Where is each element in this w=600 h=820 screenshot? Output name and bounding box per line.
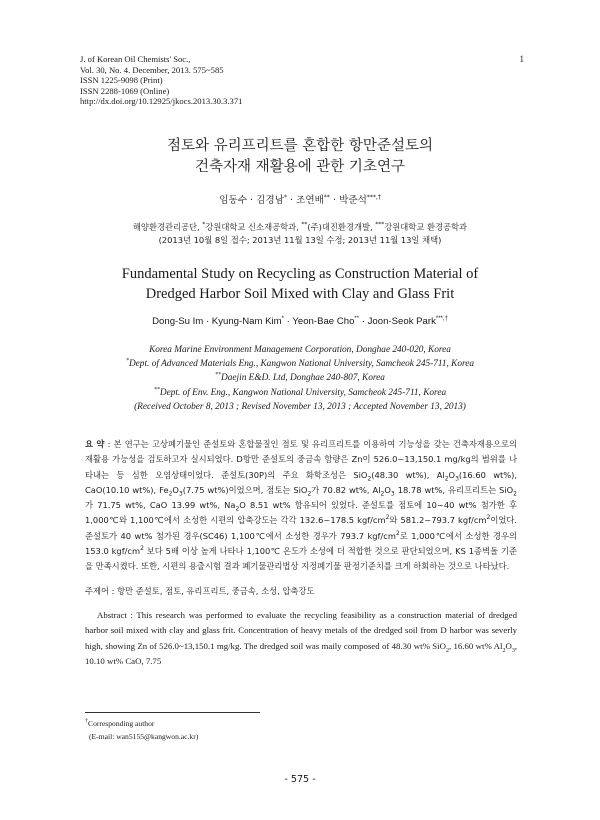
subscript: 3 bbox=[178, 490, 183, 498]
abstract-text: 가 71.75 wt%, CaO 13.99 wt%, Na bbox=[85, 500, 236, 511]
abstract-text: O bbox=[448, 469, 456, 480]
english-abstract-label: Abstract bbox=[97, 610, 127, 620]
abstract-text: 보다 5배 이상 높게 나타나 1,100℃ 온도가 소성에 더 적합한 것으로 판단되었으며, KS 1종벽돌 기준을 만족시켰다. 또한, 시편의 용출시험 결과 폐기물관리법상 지정폐기물 판정기준치를 크게 하회하는 것으로 나타났다. bbox=[85, 546, 517, 572]
english-title-line1: Fundamental Study on Recycling as Construction Material of bbox=[121, 266, 479, 282]
korean-affiliations bbox=[40, 221, 560, 247]
abstract-text: 가 70.82 wt%, Al bbox=[311, 484, 381, 495]
email: (E-mail: wan5155@kangwon.ac.kr) bbox=[89, 732, 199, 741]
abstract-text: , 16.60 wt% Al bbox=[448, 640, 503, 651]
superscript: 2 bbox=[486, 514, 491, 522]
aff-line: Dept. of Advanced Materials Eng., Kangwon National University, Samcheok 245-711, Korea bbox=[128, 359, 475, 370]
subscript: 3 bbox=[511, 647, 515, 654]
aff-text: 해양환경관리공단, bbox=[132, 222, 203, 232]
doi-link[interactable]: http://dx.doi.org/10.12925/jkocs.2013.30.3.371 bbox=[80, 96, 243, 107]
abstract-text: (16.60 wt%), CaO(10.10 wt%), Fe bbox=[85, 469, 518, 495]
author-1: Dong-Su Im · Kyung-Nam Kim bbox=[152, 316, 282, 327]
english-dates: (Received October 8, 2013 ; Revised November 13, 2013 ; Accepted November 13, 2013) bbox=[134, 401, 466, 412]
author-mark: ***,† bbox=[366, 193, 381, 201]
abstract-text: , 10.10 wt% CaO, 7.75 bbox=[85, 640, 518, 667]
aff-line: Korea Marine Environment Management Corporation, Donghae 240-020, Korea bbox=[149, 345, 451, 355]
abstract-text: (48.30 wt%), Al bbox=[371, 469, 445, 480]
subscript: 2 bbox=[444, 475, 449, 483]
english-authors bbox=[40, 316, 560, 327]
aff-mark: * bbox=[125, 358, 129, 365]
abstract-text: 18.78 wt%, 유리프리트는 SiO bbox=[394, 484, 514, 495]
abstract-text: 로 1,000℃에서 소성한 경우의 153.0 kgf/cm bbox=[85, 530, 517, 557]
korean-authors bbox=[40, 192, 560, 206]
author-mark: ** bbox=[354, 315, 360, 322]
journal-info bbox=[80, 54, 242, 107]
subscript: 3 bbox=[455, 475, 459, 483]
abstract-text: 이었다. 준설토가 40 wt% 첨가된 경우(SC46) 1,100℃에서 소성한 경우가 793.7 kgf/cm bbox=[85, 515, 517, 541]
aff-mark: *** bbox=[375, 221, 385, 229]
abstract-text: O bbox=[172, 484, 179, 495]
subscript: 2 bbox=[380, 490, 385, 498]
korean-title-line1: 점토와 유리프리트를 혼합한 항만준설토의 bbox=[167, 138, 433, 154]
author-2: · 조연배 bbox=[286, 195, 324, 206]
abstract-text: 와 581.2~793.7 kgf/cm bbox=[389, 515, 487, 526]
english-abstract bbox=[85, 608, 517, 670]
aff-text: 강원대학교 환경공학과 bbox=[384, 222, 468, 232]
issn-print: ISSN 1225-9098 (Print) bbox=[80, 75, 163, 86]
abstract-text: : 본 연구는 고상폐기물인 준설토와 혼합물질인 점토 및 유리프리트를 이용하여 기능성을 갖는 건축자재용으로의 재활용 가능성을 검토하고자 실시되었다. D항만 준설토의 중금속 함량은 Zn이 526.0~13,150.1 mg/kg의 범위를 나타내는 등 심한 오염상태이었다. 준설토(30P)의 주요 화학조성은 SiO bbox=[85, 439, 518, 480]
page-number-bottom: - 575 - bbox=[284, 774, 316, 785]
aff-text: 강원대학교 신소재공학과, bbox=[205, 222, 302, 232]
subscript: 2 bbox=[235, 505, 240, 513]
footnote bbox=[85, 717, 198, 743]
korean-abstract bbox=[85, 437, 517, 575]
english-title-line2: Dredged Harbor Soil Mixed with Clay and Glass Frit bbox=[145, 286, 455, 302]
english-title bbox=[40, 264, 560, 304]
korean-abstract-label: 요 약 bbox=[85, 439, 105, 449]
dagger-mark: † bbox=[85, 718, 88, 725]
korean-dates: (2013년 10월 8일 접수; 2013년 11월 13일 수정; 2013년 11월 13일 채택) bbox=[158, 235, 442, 245]
abstract-text: (7.75 wt%)이었으며, 점토는 SiO bbox=[182, 484, 308, 495]
journal-name: J. of Korean Oil Chemists' Soc., bbox=[80, 54, 191, 64]
author-mark: ** bbox=[323, 193, 330, 201]
author-3: · Joon-Seok Park bbox=[359, 316, 436, 327]
subscript: 2 bbox=[367, 475, 372, 483]
aff-line: Daejin E&D. Ltd, Donghae 240-807, Korea bbox=[221, 373, 385, 384]
abstract-text: O bbox=[505, 640, 512, 651]
author-3: · 박준석 bbox=[329, 195, 367, 206]
journal-volume: Vol. 30, No. 4. December, 2013. 575~585 bbox=[80, 64, 224, 75]
korean-keywords: 주제어 : 항만 준설토, 점토, 유리프리트, 중금속, 소성, 압축강도 bbox=[85, 586, 315, 596]
abstract-text: O bbox=[384, 484, 391, 495]
aff-mark: ** bbox=[301, 221, 308, 229]
subscript: 2 bbox=[502, 647, 506, 654]
author-mark: ***,† bbox=[435, 315, 448, 322]
subscript: 2 bbox=[445, 647, 449, 654]
abstract-text: : This research was performed to evaluate the recycling feasibility as a construction material of dredged harbor soil mixed with clay and glass frit. Concentration of heavy metals of the dredged soil from D harbor was severly high, showing Zn of 526.0~13,150.1 mg/kg. The dredged soil was maily composed of 48.30 wt% SiO bbox=[85, 610, 517, 651]
korean-title bbox=[40, 136, 560, 178]
issn-online: ISSN 2288-1069 (Online) bbox=[80, 85, 170, 96]
author-mark: * bbox=[281, 315, 284, 322]
page-number-top: 1 bbox=[519, 54, 524, 64]
subscript: 2 bbox=[513, 490, 517, 498]
subscript: 2 bbox=[168, 490, 173, 498]
corresponding-author: Corresponding author bbox=[88, 719, 155, 728]
superscript: 2 bbox=[140, 545, 144, 553]
subscript: 3 bbox=[390, 490, 395, 498]
abstract-text: O 8.51 wt% 함유되어 있었다. 준설토를 점토에 10~40 wt% 첨가한 후 1,000℃와 1,100℃에서 소성한 시편의 압축강도는 각각 132.6~178.5 kgf/cm bbox=[85, 500, 517, 526]
aff-mark: ** bbox=[215, 372, 222, 379]
aff-mark: * bbox=[202, 221, 206, 229]
aff-line: Dept. of Env. Eng., Kangwon National University, Samcheok 245-711, Korea bbox=[159, 387, 447, 398]
aff-mark: ** bbox=[153, 386, 160, 393]
korean-title-line2: 건축자재 재활용에 관한 기초연구 bbox=[195, 159, 405, 175]
author-mark: * bbox=[283, 193, 287, 201]
footnote-divider bbox=[85, 712, 260, 713]
author-2: · Yeon-Bae Cho bbox=[284, 316, 355, 327]
subscript: 2 bbox=[307, 490, 312, 498]
english-affiliations bbox=[40, 343, 560, 414]
superscript: 2 bbox=[385, 514, 390, 522]
author-1: 임동수 · 김경남 bbox=[219, 195, 284, 206]
superscript: 2 bbox=[395, 530, 400, 538]
aff-text: (주)대진환경개발, bbox=[307, 222, 376, 232]
